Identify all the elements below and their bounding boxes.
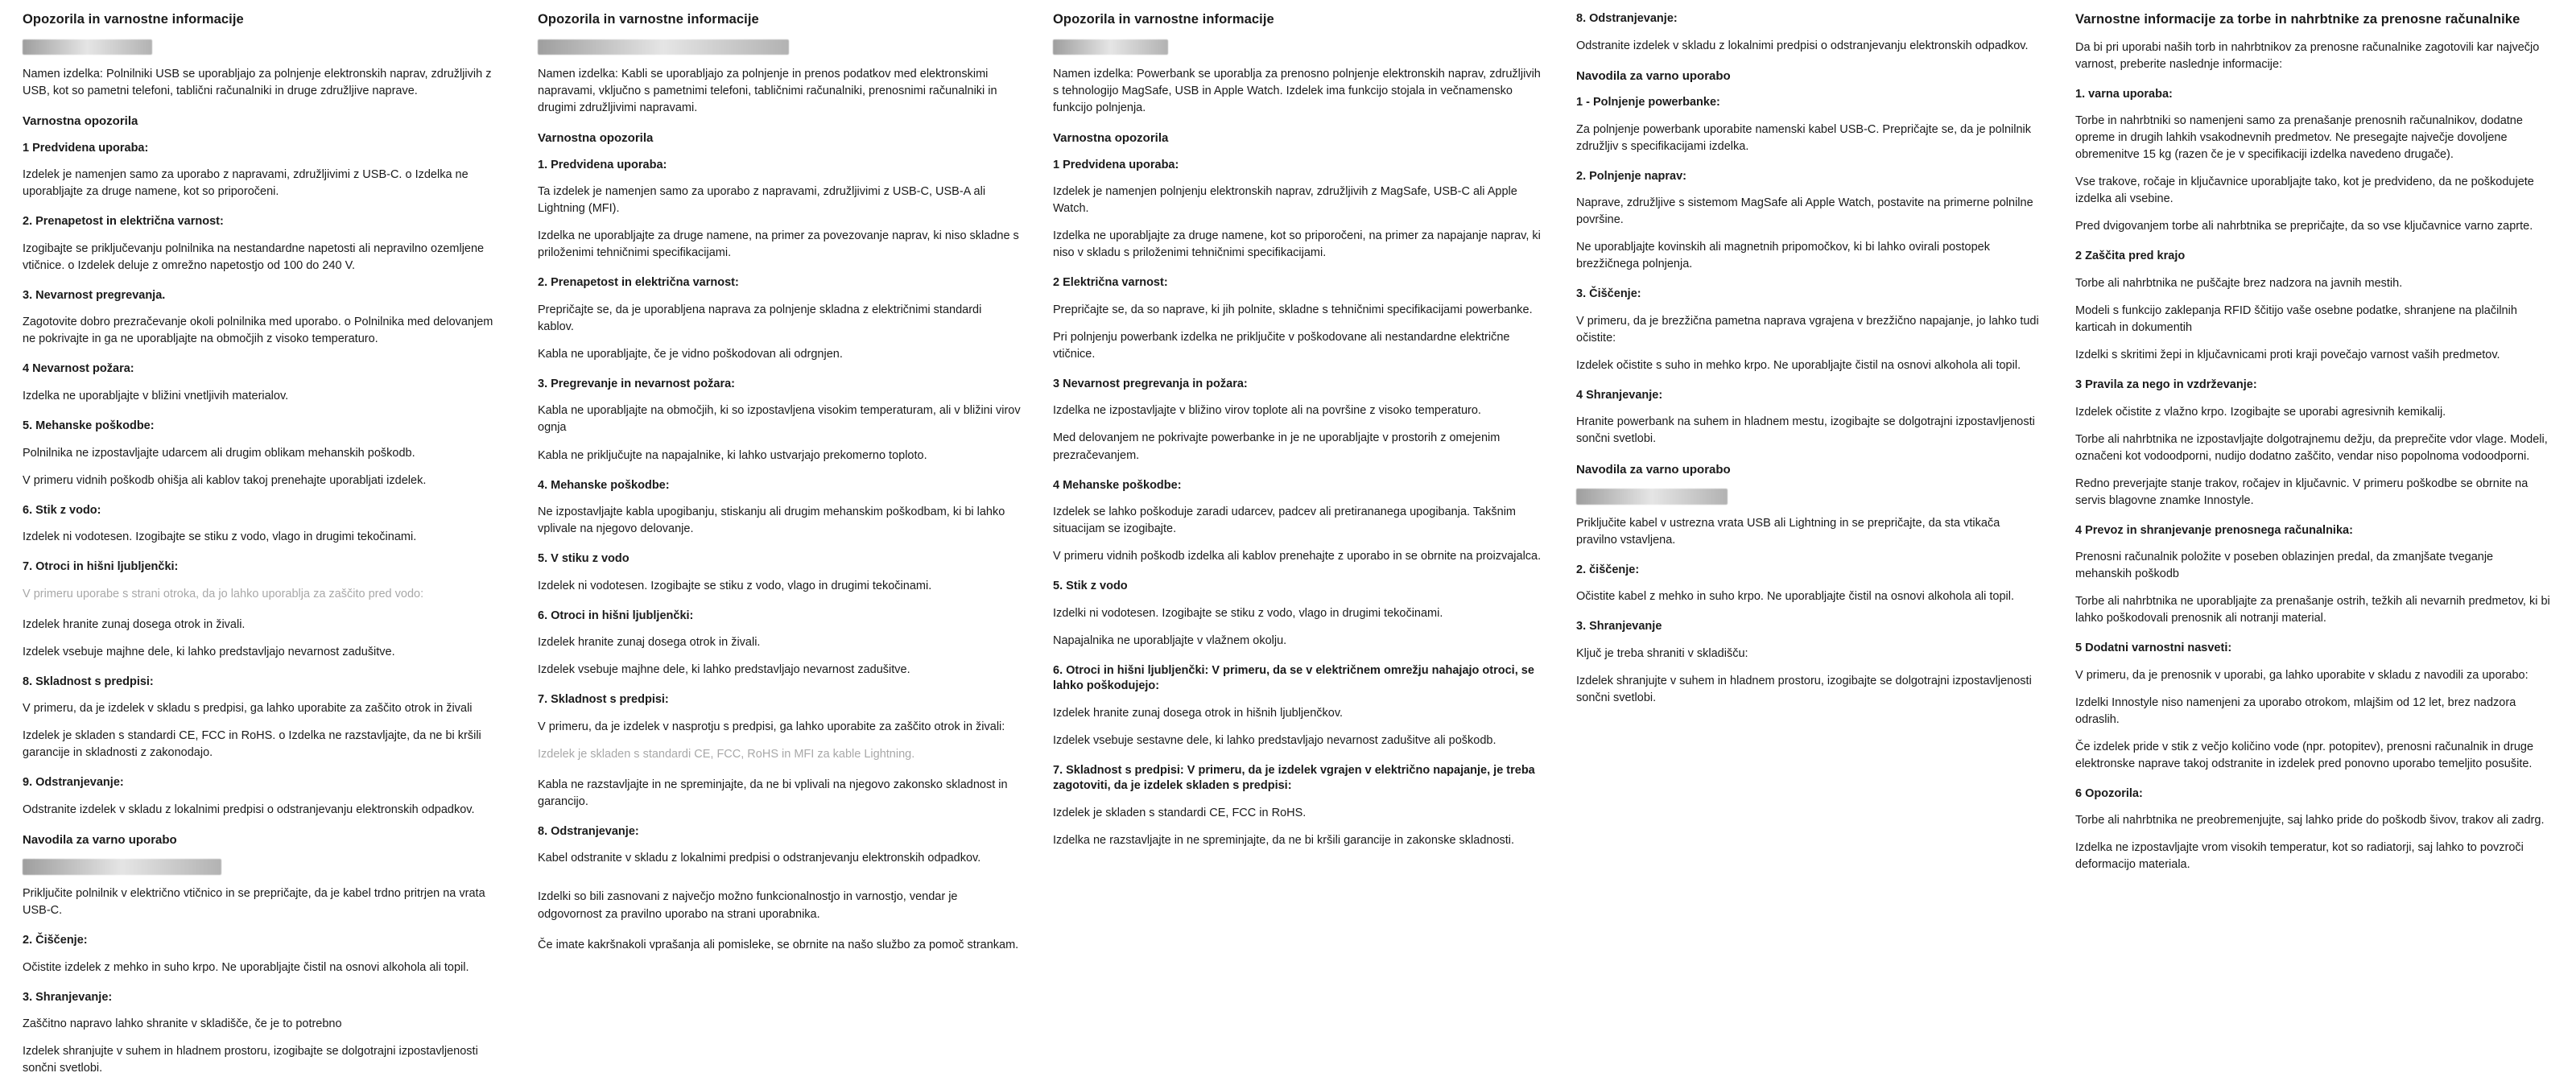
column-2-para-7c: Kabla ne razstavljajte in ne spreminjajte, da ne bi vplivali na njegovo zakonsko skladnost in garancijo.	[538, 778, 1008, 808]
column-2-section-warnings: Varnostna opozorila	[538, 131, 654, 146]
column-4-section-usage-1: Navodila za varno uporabo	[1576, 68, 1731, 83]
column-4-usage-para-3b: Izdelek očistite s suho in mehko krpo. Ne uporabljajte čistil na osnovi alkohola ali topil.	[1576, 358, 2021, 372]
column-3-para-1a: Izdelek je namenjen polnjenju elektronskih naprav, združljivih z MagSafe, USB-C ali Apple Watch.	[1053, 185, 1517, 216]
column-3-para-2b: Pri polnjenju powerbank izdelka ne priključite v poškodovane ali nestandardne električne vtičnice.	[1053, 330, 1510, 361]
column-2-closing-2: Če imate kakršnakoli vprašanja ali pomisleke, se obrnite na našo službo za pomoč strankam.	[538, 938, 1019, 951]
column-1-section-warnings: Varnostna opozorila	[23, 114, 138, 129]
column-5-para-6a: Torbe ali nahrbtnika ne preobremenjujte, saj lahko pride do poškodb šivov, trakov ali zadrg.	[2075, 814, 2545, 827]
column-4-usage2-sub-1-text	[1576, 489, 1728, 505]
column-4-usage2-sub-1	[1576, 489, 2043, 505]
column-5-para-4a: Prenosni računalnik položite v poseben oblazinjen predal, da zmanjšate tveganje mehanskih poškodb	[2075, 551, 2494, 581]
column-2-heading: Opozorila in varnostne informacije	[538, 12, 759, 27]
column-5-para-2c: Izdelki s skritimi žepi in ključavnicami proti kraji povečajo varnost vaših predmetov.	[2075, 348, 2500, 361]
column-4-usage-para-4: Hranite powerbank na suhem in hladnem mestu, izogibajte se dolgotrajni izpostavljenosti sončni svetlobi.	[1576, 415, 2035, 446]
column-2-para-2a: Prepričajte se, da je uporabljena naprava za polnjenje skladna z električnimi standardi kablov.	[538, 303, 982, 333]
column-1-usage-para-1: Priključite polnilnik v električno vtičnico in se prepričajte, da je kabel trdno pritrjen na vrata USB-C.	[23, 887, 485, 918]
column-3-para-6b: Izdelek vsebuje sestavne dele, ki lahko predstavljajo nevarnost zadušitve ali poškodb.	[1053, 733, 1496, 747]
column-1-para-1: Izdelek je namenjen samo za uporabo z napravami, združljivimi z USB-C. o Izdelka ne uporabljajte za druge namene, kot so priporočeni.	[23, 168, 469, 199]
column-3-para-6a: Izdelek hranite zunaj dosega otrok in hišnih ljubljenčkov.	[1053, 706, 1344, 720]
column-1	[8, 11, 523, 1075]
column-4-usage2-sub-3: 3. Shranjevanje	[1576, 620, 1662, 633]
column-4-usage2-para-1: Priključite kabel v ustrezna vrata USB ali Lightning in se prepričajte, da sta vtikača pravilno vstavljena.	[1576, 516, 2000, 547]
column-1-product	[23, 39, 506, 56]
column-1-usage-para-2: Očistite izdelek z mehko in suho krpo. Ne uporabljajte čistil na osnovi alkohola ali topil.	[23, 960, 469, 974]
column-3	[1038, 11, 1562, 1006]
column-3-para-5a: Izdelki ni vodotesen. Izogibajte se stiku z vodo, vlago in drugimi tekočinami.	[1053, 606, 1443, 620]
column-1-usage-sub-3: 3. Shranjevanje:	[23, 990, 113, 1004]
column-4-sub-8: 8. Odstranjevanje:	[1576, 12, 1678, 25]
column-5	[2061, 11, 2568, 1006]
column-3-sub-3: 3 Nevarnost pregrevanja in požara:	[1053, 377, 1248, 390]
column-2-para-7b-blurred: Izdelek je skladen s standardi CE, FCC, RoHS in MFI za kable Lightning.	[538, 747, 915, 761]
column-3-section-warnings: Varnostna opozorila	[1053, 131, 1169, 146]
column-3-sub-1: 1 Predvidena uporaba:	[1053, 158, 1179, 171]
column-1-sub-2: 2. Prenapetost in električna varnost:	[23, 215, 224, 229]
column-1-para-2: Izogibajte se priključevanju polnilnika na nestandardne napetosti ali nepravilno ozemljene vtičnice. o Izdelek deluje z omrežno napetostjo od 100 do 240 V.	[23, 241, 485, 272]
column-3-sub-6: 6. Otroci in hišni ljubljenčki: V primeru, da se v električnem omrežju nahajajo otroci, se lahko poškodujejo:	[1053, 663, 1534, 693]
column-1-para-4: Izdelka ne uporabljajte v bližini vnetljivih materialov.	[23, 390, 289, 402]
column-2-para-4: Ne izpostavljajte kabla upogibanju, stiskanju ali drugim mehanskim poškodbam, ki bi lahko vplivale na njegovo delovanje.	[538, 505, 1005, 536]
column-1-usage-sub-1-text	[23, 859, 221, 875]
column-1-sub-3: 3. Nevarnost pregrevanja.	[23, 288, 166, 302]
column-1-para-7b: Izdelek vsebuje majhne dele, ki lahko predstavljajo nevarnost zadušitve.	[23, 645, 395, 658]
column-3-para-2a: Prepričajte se, da so naprave, ki jih polnite, skladne s tehničnimi specifikacijami powerbanke.	[1053, 303, 1533, 316]
column-2-para-8: Kabel odstranite v skladu z lokalnimi predpisi o odstranjevanju elektronskih odpadkov.	[538, 852, 981, 865]
column-4-usage-para-2a: Naprave, združljive s sistemom MagSafe ali Apple Watch, postavite na primerne polnilne površine.	[1576, 196, 2033, 227]
column-5-para-1b: Vse trakove, ročaje in ključavnice uporabljajte tako, kot je predvideno, da ne poškodujete izdelka ali vsebine.	[2075, 175, 2534, 206]
column-4-usage2-para-2: Očistite kabel z mehko in suho krpo. Ne uporabljajte čistil na osnovi alkohola ali topil.	[1576, 590, 2015, 604]
column-3-para-4a: Izdelek se lahko poškoduje zaradi udarcev, padcev ali pretirananega upogibanja. Takšnim situacijam se izogibajte.	[1053, 505, 1516, 536]
column-3-para-3b: Med delovanjem ne pokrivajte powerbanke in je ne uporabljajte v prostorih z omejenim prezračevanjem.	[1053, 431, 1501, 462]
column-4-usage-sub-3: 3. Čiščenje:	[1576, 287, 1641, 301]
column-3-para-7a: Izdelek je skladen s standardi CE, FCC in RoHS.	[1053, 807, 1307, 819]
column-2-sub-2: 2. Prenapetost in električna varnost:	[538, 276, 739, 290]
column-1-para-3: Zagotovite dobro prezračevanje okoli polnilnika med uporabo. o Polnilnika med delovanjem ne pokrivajte in ga ne uporabljajte na območjih z visoko temperaturo.	[23, 316, 493, 346]
column-5-sub-4: 4 Prevoz in shranjevanje prenosnega računalnika:	[2075, 523, 2353, 537]
column-2-para-6b: Izdelek vsebuje majhne dele, ki lahko predstavljajo nevarnost zadušitve.	[538, 663, 910, 677]
column-2	[523, 11, 1038, 1006]
column-5-para-4b: Torbe ali nahrbtnika ne uporabljajte za prenašanje ostrih, težkih ali nevarnih predmetov, ki bi lahko poškodovali prenosnik ali notranji material.	[2075, 595, 2550, 625]
column-1-product-text	[23, 39, 152, 56]
column-1-para-8a: V primeru, da je izdelek v skladu s predpisi, ga lahko uporabite za zaščito otrok in živali	[23, 702, 473, 716]
column-2-para-3a: Kabla ne uporabljajte na območjih, ki so izpostavljena visokim temperaturam, ali v bližini virov ognja	[538, 404, 1021, 435]
column-1-heading: Opozorila in varnostne informacije	[23, 12, 244, 27]
column-4-para-8: Odstranite izdelek v skladu z lokalnimi predpisi o odstranjevanju elektronskih odpadkov.	[1576, 39, 2029, 52]
column-5-para-3c: Redno preverjajte stanje trakov, ročajev in ključavnic. V primeru poškodbe se obrnite na servis blagovne znamke Innostyle.	[2075, 477, 2529, 507]
column-2-purpose: Namen izdelka: Kabli se uporabljajo za polnjenje in prenos podatkov med elektronskimi napravami, vključno s pametnimi telefoni, tabličnimi računalniki, prenosnimi računalniki in drugimi združljivimi napravami.	[538, 68, 997, 115]
column-5-sub-6: 6 Opozorila:	[2075, 786, 2143, 800]
column-5-para-1a: Torbe in nahrbtniki so namenjeni samo za prenašanje prenosnih računalnikov, dodatne opreme in drugih lahkih vsakodnevnih predmetov. Ne presegajte največje dovoljene obremenitve 15 kg (razen če je v specifikaciji izdelka navedeno drugače).	[2075, 114, 2523, 162]
column-1-para-6: Izdelek ni vodotesen. Izogibajte se stiku z vodo, vlago in drugimi tekočinami.	[23, 530, 417, 544]
column-3-para-5b: Napajalnika ne uporabljajte v vlažnem okolju.	[1053, 633, 1287, 647]
column-2-product	[538, 39, 1021, 56]
column-1-sub-8: 8. Skladnost s predpisi:	[23, 675, 154, 688]
column-5-sub-3: 3 Pravila za nego in vzdrževanje:	[2075, 378, 2257, 391]
column-4-usage2-para-3a: Ključ je treba shraniti v skladišču:	[1576, 646, 1748, 660]
column-3-para-3a: Izdelka ne izpostavljajte v bližino virov toplote ali na površine z visoko temperaturo.	[1053, 404, 1481, 418]
column-2-sub-8: 8. Odstranjevanje:	[538, 824, 639, 838]
column-4-usage-para-2b: Ne uporabljajte kovinskih ali magnetnih pripomočkov, ki bi lahko ovirali postopek brezžičnega polnjenja.	[1576, 241, 1990, 271]
column-5-heading: Varnostne informacije za torbe in nahrbtnike za prenosne računalnike	[2075, 12, 2520, 27]
column-3-heading: Opozorila in varnostne informacije	[1053, 12, 1274, 27]
column-2-sub-7: 7. Skladnost s predpisi:	[538, 693, 669, 707]
column-1-sub-5: 5. Mehanske poškodbe:	[23, 419, 155, 433]
column-3-sub-7: 7. Skladnost s predpisi: V primeru, da je izdelek vgrajen v električno napajanje, je treba zagotoviti, da je izdelek skladen s predpisi:	[1053, 763, 1535, 793]
column-5-para-3a: Izdelek očistite z vlažno krpo. Izogibajte se uporabi agresivnih kemikalij.	[2075, 405, 2446, 419]
column-5-para-5a: V primeru, da je prenosnik v uporabi, ga lahko uporabite v skladu z navodili za uporabo:	[2075, 668, 2529, 682]
column-1-para-5a: Polnilnika ne izpostavljajte udarcem ali drugim oblikam mehanskih poškodb.	[23, 446, 415, 460]
column-1-sub-6: 6. Stik z vodo:	[23, 503, 101, 517]
column-1-sub-1: 1 Predvidena uporaba:	[23, 141, 149, 155]
column-1-para-7-blurred: V primeru uporabe s strani otroka, da jo lahko uporablja za zaščito pred vodo:	[23, 587, 424, 600]
column-1-sub-7: 7. Otroci in hišni ljubljenčki:	[23, 560, 179, 574]
column-2-para-7a: V primeru, da je izdelek v nasprotju s predpisi, ga lahko uporabite za zaščito otrok in živali:	[538, 720, 1005, 733]
column-2-sub-1: 1. Predvidena uporaba:	[538, 158, 667, 171]
column-2-para-6a: Izdelek hranite zunaj dosega otrok in živali.	[538, 636, 761, 650]
column-4-usage2-sub-2: 2. čiščenje:	[1576, 563, 1640, 576]
column-5-sub-5: 5 Dodatni varnostni nasveti:	[2075, 642, 2232, 655]
column-2-sub-5: 5. V stiku z vodo	[538, 552, 630, 566]
column-1-sub-4: 4 Nevarnost požara:	[23, 362, 134, 376]
column-2-para-1b: Izdelka ne uporabljajte za druge namene, na primer za povezovanje naprav, ki niso skladne s priloženimi tehničnimi specifikacijami.	[538, 229, 1019, 260]
column-1-section-usage: Navodila za varno uporabo	[23, 832, 177, 847]
column-2-para-2b: Kabla ne uporabljajte, če je vidno poškodovan ali odrgnjen.	[538, 347, 843, 361]
column-1-purpose: Namen izdelka: Polnilniki USB se uporabljajo za polnjenje elektronskih naprav, združljivih z USB, kot so pametni telefoni, tablični računalniki in druge združljive naprave.	[23, 68, 492, 98]
column-3-sub-5: 5. Stik z vodo	[1053, 580, 1128, 593]
column-5-sub-2: 2 Zaščita pred krajo	[2075, 250, 2186, 263]
column-1-para-5b: V primeru vidnih poškodb ohišja ali kablov takoj prenehajte uporabljati izdelek.	[23, 473, 427, 487]
column-5-intro: Da bi pri uporabi naših torb in nahrbtnikov za prenosne računalnike zagotovili kar največjo varnost, preberite naslednje informacije:	[2075, 40, 2540, 71]
column-5-para-2b: Modeli s funkcijo zaklepanja RFID ščitijo vaše osebne podatke, shranjene na plačilnih karticah in dokumentih	[2075, 303, 2517, 334]
column-5-para-3b: Torbe ali nahrbtnika ne izpostavljajte dolgotrajnemu dežju, da preprečite vdor vlage. Modeli, označeni kot vodoodporni, nudijo dodatno zaščito, vendar niso popolnoma vodoodporni.	[2075, 432, 2548, 463]
column-3-product	[1053, 39, 1544, 56]
column-3-sub-2: 2 Električna varnost:	[1053, 276, 1168, 290]
column-2-para-3b: Kabla ne priključujte na napajalnike, ki lahko ustvarjajo prekomerno toploto.	[538, 448, 927, 462]
column-2-spacer	[538, 881, 1021, 889]
column-5-para-2a: Torbe ali nahrbtnika ne puščajte brez nadzora na javnih mestih.	[2075, 276, 2403, 290]
column-3-purpose: Namen izdelka: Powerbank se uporablja za prenosno polnjenje elektronskih naprav, združljivih s tehnologijo MagSafe, USB in Apple Watch. Izdelek ima funkcijo stojala in večnamensko funkcijo polnjenja.	[1053, 68, 1541, 115]
column-4-usage-sub-2: 2. Polnjenje naprav:	[1576, 169, 1686, 183]
column-2-sub-4: 4. Mehanske poškodbe:	[538, 478, 670, 492]
column-5-para-6b: Izdelka ne izpostavljajte vrom visokih temperatur, kot so radiatorji, saj lahko to povzroči deformacijo materiala.	[2075, 841, 2524, 872]
column-1-usage-sub-1	[23, 859, 506, 875]
column-1-usage-para-3a: Zaščitno napravo lahko shranite v skladišče, če je to potrebno	[23, 1017, 342, 1031]
column-3-sub-4: 4 Mehanske poškodbe:	[1053, 478, 1182, 492]
column-3-para-1b: Izdelka ne uporabljajte za druge namene, kot so priporočeni, na primer za napajanje naprav, ki niso v skladu s priloženimi tehničnimi specifikacijami.	[1053, 229, 1541, 260]
column-4-usage-sub-1: 1 - Polnjenje powerbanke:	[1576, 96, 1720, 109]
column-4-usage2-para-3b: Izdelek shranjujte v suhem in hladnem prostoru, izogibajte se dolgotrajni izpostavljenosti sončni svetlobi.	[1576, 674, 2032, 704]
column-2-sub-6: 6. Otroci in hišni ljubljenčki:	[538, 609, 694, 622]
column-2-product-text	[538, 39, 789, 56]
column-3-para-4b: V primeru vidnih poškodb izdelka ali kablov prenehajte z uporabo in se obrnite na proizvajalca.	[1053, 550, 1542, 563]
column-5-para-1c: Pred dvigovanjem torbe ali nahrbtnika se prepričajte, da so vse ključavnice varno zaprte.	[2075, 220, 2533, 233]
column-2-sub-3: 3. Pregrevanje in nevarnost požara:	[538, 377, 735, 390]
column-4-usage-para-3a: V primeru, da je brezžična pametna naprava vgrajena v brezžično napajanje, jo lahko tudi očistite:	[1576, 314, 2039, 345]
column-4-usage-para-1: Za polnjenje powerbank uporabite namenski kabel USB-C. Prepričajte se, da je polnilnik združljiv s specifikacijami izdelka.	[1576, 122, 2032, 153]
column-3-product-text	[1053, 39, 1168, 56]
column-5-sub-1: 1. varna uporaba:	[2075, 87, 2173, 101]
column-4-usage-sub-4: 4 Shranjevanje:	[1576, 388, 1663, 402]
column-4	[1562, 11, 2061, 1006]
column-5-para-5b: Izdelki Innostyle niso namenjeni za uporabo otrokom, mlajšim od 12 let, brez nadzora odraslih.	[2075, 695, 2516, 726]
column-2-closing-1: Izdelki so bili zasnovani z največjo možno funkcionalnostjo in varnostjo, vendar je odgovornost za pravilno uporabo na strani uporabnika.	[538, 890, 958, 921]
column-2-para-5: Izdelek ni vodotesen. Izogibajte se stiku z vodo, vlago in drugimi tekočinami.	[538, 579, 932, 592]
column-3-para-7b: Izdelka ne razstavljajte in ne spreminjajte, da ne bi kršili garancije in zakonske skladnosti.	[1053, 834, 1515, 848]
column-1-para-9: Odstranite izdelek v skladu z lokalnimi predpisi o odstranjevanju elektronskih odpadkov.	[23, 803, 475, 816]
column-5-para-5c: Če izdelek pride v stik z večjo količino vode (npr. potopitev), prenosni računalnik in druge elektronske naprave takoj odstranite in izdelek pred ponovno uporabo temeljito posušite.	[2075, 740, 2534, 770]
column-1-sub-9: 9. Odstranjevanje:	[23, 776, 124, 790]
column-1-para-8b: Izdelek je skladen s standardi CE, FCC in RoHS. o Izdelka ne razstavljajte, da ne bi kršili garancije in skladnosti z zakonodajo.	[23, 729, 481, 760]
column-2-para-1a: Ta izdelek je namenjen samo za uporabo z napravami, združljivimi z USB-C, USB-A ali Lightning (MFI).	[538, 185, 986, 216]
column-1-para-7a: Izdelek hranite zunaj dosega otrok in živali.	[23, 617, 246, 631]
column-4-section-usage-2: Navodila za varno uporabo	[1576, 462, 1731, 477]
column-1-usage-para-3b: Izdelek shranjujte v suhem in hladnem prostoru, izogibajte se dolgotrajni izpostavljenosti sončni svetlobi.	[23, 1045, 478, 1075]
column-1-usage-sub-2: 2. Čiščenje:	[23, 934, 88, 947]
